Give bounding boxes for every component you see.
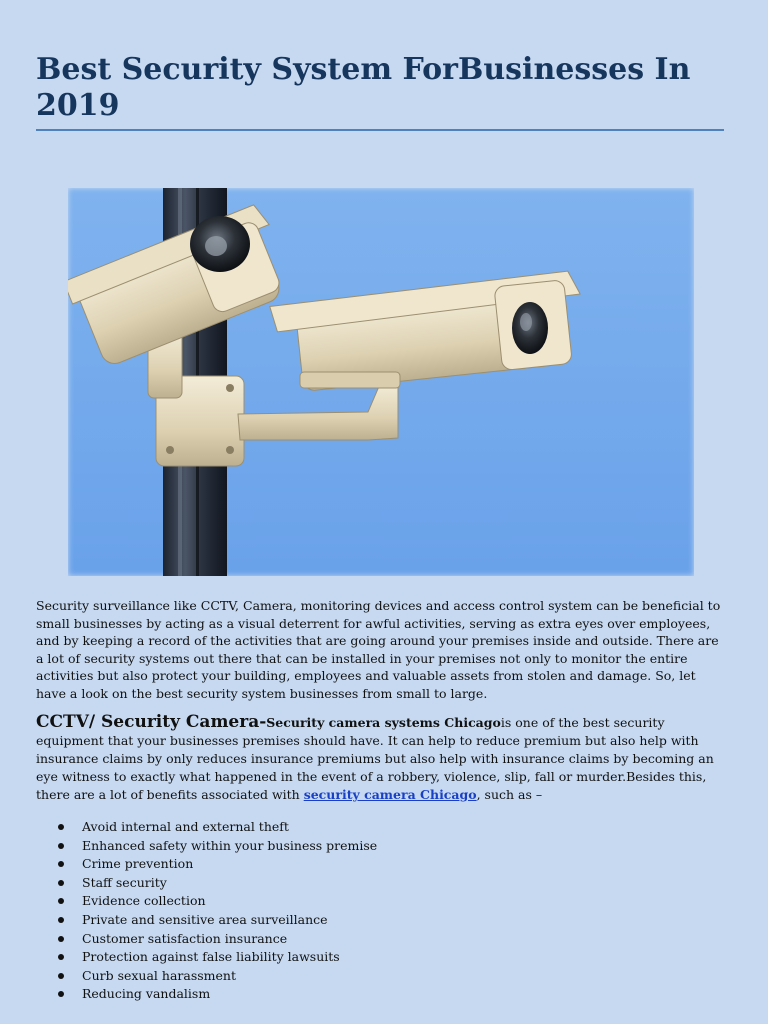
title-divider <box>36 129 724 131</box>
bullet-icon <box>58 824 64 830</box>
list-item-text: Evidence collection <box>82 893 206 909</box>
list-item <box>36 967 726 986</box>
list-item <box>36 855 726 874</box>
list-item-text: Curb sexual harassment <box>82 967 236 983</box>
bullet-icon <box>58 917 64 923</box>
benefits-list <box>36 818 726 1004</box>
list-item <box>36 818 726 837</box>
list-item <box>36 874 726 893</box>
page-title: Best Security System ForBusinesses In 2019 <box>36 52 691 123</box>
section-heading: CCTV/ Security Camera- <box>36 712 267 732</box>
bullet-icon <box>58 973 64 979</box>
list-item-text: Protection against false liability lawsuits <box>82 949 340 965</box>
bullet-icon <box>58 843 64 849</box>
intro-paragraph: Security surveillance like CCTV, Camera, monitoring devices and access control system can be beneficial to small businesses by acting as a visual deterrent for awful activities, serving as extra eyes over employees, and by keeping a record of the activities that are going around your premises inside and outside. There are a lot of security systems out there that can be installed in your premises not only to monitor the entire activities but also protect your building, employees and valuable assets from stolen and damage. So, let have a look on the best security system businesses from small to large. <box>36 598 721 701</box>
bullet-icon <box>58 880 64 886</box>
list-item <box>36 892 726 911</box>
list-item <box>36 837 726 856</box>
list-item-text: Staff security <box>82 874 167 890</box>
list-item <box>36 930 726 949</box>
list-item-text: Avoid internal and external theft <box>82 819 289 834</box>
bullet-icon <box>58 898 64 904</box>
list-item-text: Customer satisfaction insurance <box>82 930 288 946</box>
bullet-icon <box>58 936 64 942</box>
cctv-section-paragraph <box>36 713 726 804</box>
bullet-icon <box>58 861 64 867</box>
list-item <box>36 948 726 967</box>
list-item <box>36 911 726 930</box>
list-item <box>36 985 726 1004</box>
list-item-text: Reducing vandalism <box>82 986 211 1002</box>
security-camera-chicago-link[interactable]: security camera Chicago <box>303 787 477 802</box>
section-tail: , such as – <box>476 787 543 802</box>
list-item-text: Crime prevention <box>82 856 194 872</box>
list-item-text: Private and sensitive area surveillance <box>82 911 328 927</box>
bullet-icon <box>58 954 64 960</box>
section-subheading: Security camera systems Chicago <box>266 715 501 730</box>
hero-image <box>68 188 694 576</box>
section-body: is one of the best security equipment that your businesses premises should have. It can help to reduce premium but also help with insurance claims by only reduces insurance premiums but also help with insurance claims by becoming an eye witness to exactly what happened in the event of a robbery, violence, slip, fall or murder.Besides this, there are a lot of benefits associated with <box>36 715 714 802</box>
bullet-icon <box>58 991 64 997</box>
list-item-text: Enhanced safety within your business premise <box>82 837 378 853</box>
